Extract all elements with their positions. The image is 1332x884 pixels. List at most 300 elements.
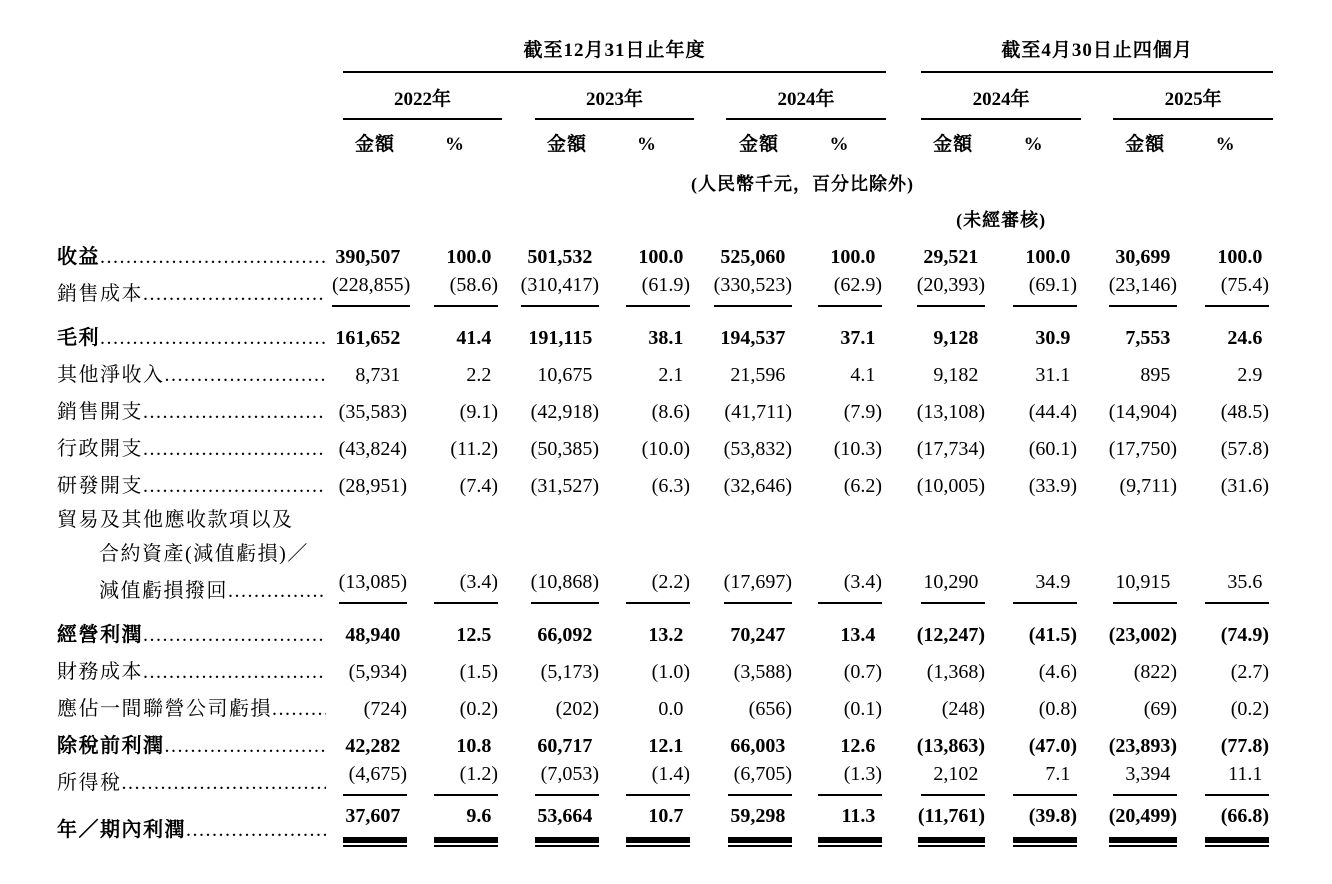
cell-value: (248) <box>941 698 986 720</box>
amount-cell <box>694 462 792 499</box>
period-header-interim: 截至4月30日止四個月 <box>921 38 1273 73</box>
cell-value: 3,394 <box>1113 761 1177 796</box>
cell-value: (42,918) <box>530 401 599 423</box>
amount-cell <box>332 351 407 388</box>
year-header-2024: 2024年 <box>726 73 886 120</box>
percent-cell <box>792 270 886 307</box>
cell-value: (28,951) <box>338 475 407 497</box>
cell-value: (69) <box>1143 698 1178 720</box>
year-header-row <box>57 73 1273 120</box>
cell-value: 100.0 <box>638 246 684 268</box>
row-label: 財務成本 <box>57 661 143 683</box>
amount-cell <box>694 533 792 567</box>
amount-cell <box>502 307 599 351</box>
year-header-2022: 2022年 <box>343 73 502 120</box>
percent-cell <box>599 388 694 425</box>
percent-cell <box>1177 567 1273 604</box>
cell-value: 12.1 <box>648 735 684 757</box>
cell-value: (1,368) <box>926 661 986 683</box>
cell-value: 100.0 <box>446 246 492 268</box>
dot-leader <box>100 244 326 270</box>
row-label: 銷售開支 <box>57 401 143 423</box>
row-label-cell <box>57 604 332 648</box>
cell-value: 70,247 <box>730 624 786 646</box>
percent-cell <box>599 425 694 462</box>
percent-cell <box>985 270 1081 307</box>
amount-cell <box>886 648 985 685</box>
cell-value: 0.0 <box>658 698 684 720</box>
percent-cell <box>407 796 502 843</box>
percent-cell <box>1177 796 1273 843</box>
percent-cell <box>1177 351 1273 388</box>
amount-cell <box>886 533 985 567</box>
cell-value: (41,711) <box>724 401 792 423</box>
amount-cell <box>502 388 599 425</box>
cell-value: 38.1 <box>648 327 684 349</box>
cell-value: (0.2) <box>459 698 498 720</box>
cell-value: 7,553 <box>1125 327 1171 349</box>
cell-value: 8,731 <box>355 364 401 386</box>
cell-value: (1.5) <box>459 661 498 683</box>
cell-value: 41.4 <box>456 327 492 349</box>
row-label: 年／期內利潤 <box>57 819 186 841</box>
percent-cell <box>407 499 502 533</box>
row-label-cell <box>57 722 332 759</box>
cell-value: 60,717 <box>537 735 593 757</box>
cell-value: (17,697) <box>724 569 792 604</box>
percent-cell <box>792 462 886 499</box>
percent-cell <box>1177 307 1273 351</box>
row-label-cell <box>57 499 332 533</box>
cell-value: (202) <box>555 698 599 720</box>
amount-cell <box>502 567 599 604</box>
percent-cell <box>407 759 502 796</box>
percent-cell <box>985 685 1081 722</box>
amount-cell <box>1081 648 1177 685</box>
cell-value: 2.2 <box>466 364 492 386</box>
cell-value: (0.8) <box>1038 698 1078 720</box>
cell-value: (35,583) <box>338 401 407 423</box>
year-header-2023: 2023年 <box>535 73 694 120</box>
amount-cell <box>332 533 407 567</box>
cell-value: (4.6) <box>1038 661 1078 683</box>
amount-cell <box>332 499 407 533</box>
amount-cell <box>694 233 792 270</box>
percent-cell <box>985 604 1081 648</box>
amount-cell <box>886 759 985 796</box>
amount-cell <box>886 307 985 351</box>
amount-cell <box>1081 388 1177 425</box>
cell-value: 10,290 <box>921 569 985 604</box>
amount-column-header: 金額 <box>933 134 974 155</box>
percent-cell <box>407 307 502 351</box>
cell-value: (6,705) <box>728 761 792 796</box>
table-row <box>57 685 1273 722</box>
amount-cell <box>502 722 599 759</box>
amount-cell <box>332 796 407 843</box>
percent-cell <box>792 307 886 351</box>
cell-value: (10,868) <box>531 569 599 604</box>
table-row <box>57 307 1273 351</box>
percent-cell <box>407 533 502 567</box>
percent-cell <box>407 685 502 722</box>
amount-cell <box>502 462 599 499</box>
year-header-interim-2025: 2025年 <box>1113 73 1273 120</box>
row-label: 毛利 <box>57 327 100 349</box>
amount-cell <box>1081 462 1177 499</box>
dot-leader <box>143 659 326 685</box>
table-row <box>57 567 1273 604</box>
amount-cell <box>332 270 411 307</box>
percent-cell <box>985 388 1081 425</box>
percent-cell <box>599 462 694 499</box>
amount-cell <box>886 685 985 722</box>
percent-column-header: % <box>1215 134 1235 155</box>
amount-cell <box>694 270 792 307</box>
percent-column-header: % <box>829 134 849 155</box>
percent-cell <box>1177 533 1273 567</box>
cell-value: (23,893) <box>1108 735 1178 757</box>
percent-cell <box>792 722 886 759</box>
percent-cell <box>599 307 694 351</box>
cell-value: 100.0 <box>1217 246 1263 268</box>
amount-cell <box>1081 270 1177 307</box>
amount-cell <box>694 685 792 722</box>
row-label: 減值虧損撥回 <box>99 580 228 602</box>
dot-leader <box>143 473 326 499</box>
amount-cell <box>886 388 985 425</box>
cell-value: (44.4) <box>1028 401 1078 423</box>
table-row <box>57 388 1273 425</box>
cell-value: 390,507 <box>335 246 401 268</box>
amount-cell <box>1081 425 1177 462</box>
cell-value: (69.1) <box>1013 272 1077 307</box>
row-label-cell <box>57 270 332 307</box>
row-label: 銷售成本 <box>57 283 143 305</box>
cell-value: 100.0 <box>830 246 876 268</box>
percent-column-header: % <box>445 134 464 155</box>
cell-value: (53,832) <box>723 438 792 460</box>
amount-cell <box>886 233 985 270</box>
percent-cell <box>792 604 886 648</box>
cell-value: (62.9) <box>818 272 882 307</box>
percent-cell <box>792 796 886 843</box>
percent-cell <box>1177 685 1273 722</box>
cell-value: 10,915 <box>1113 569 1177 604</box>
table-row <box>57 499 1273 533</box>
amount-cell <box>694 759 792 796</box>
cell-value: 10.8 <box>456 735 492 757</box>
percent-cell <box>599 604 694 648</box>
amount-cell <box>502 685 599 722</box>
amount-cell <box>502 533 599 567</box>
percent-cell <box>407 270 502 307</box>
percent-cell <box>985 533 1081 567</box>
percent-cell <box>599 722 694 759</box>
dot-leader <box>143 622 326 648</box>
percent-cell <box>599 351 694 388</box>
cell-value: (10.3) <box>833 438 883 460</box>
table-row <box>57 425 1273 462</box>
cell-value: (8.6) <box>651 401 690 423</box>
cell-value: (724) <box>363 698 407 720</box>
percent-cell <box>599 270 694 307</box>
dot-leader <box>165 733 327 759</box>
row-label-cell <box>57 685 332 722</box>
row-label-cell <box>57 351 332 388</box>
cell-value: (656) <box>748 698 792 720</box>
row-label: 經營利潤 <box>57 624 143 646</box>
cell-value: 37.1 <box>840 327 876 349</box>
amount-column-header: 金額 <box>546 134 587 155</box>
amount-cell <box>332 648 407 685</box>
cell-value: 31.1 <box>1035 364 1071 386</box>
row-label: 應佔一間聯營公司虧損 <box>57 698 272 720</box>
cell-value: (11,761) <box>918 803 985 843</box>
amount-cell <box>886 567 985 604</box>
amount-cell <box>1081 796 1177 843</box>
amount-cell <box>332 567 407 604</box>
percent-cell <box>1177 233 1273 270</box>
cell-value: 13.2 <box>648 624 684 646</box>
cell-value: (3,588) <box>733 661 792 683</box>
cell-value: 191,115 <box>528 327 593 349</box>
cell-value: (66.8) <box>1205 803 1269 843</box>
row-label-cell <box>57 648 332 685</box>
cell-value: (5,934) <box>348 661 407 683</box>
percent-cell <box>407 388 502 425</box>
cell-value: (7.9) <box>843 401 883 423</box>
cell-value: 9,182 <box>933 364 979 386</box>
year-header-interim-2024: 2024年 <box>921 73 1081 120</box>
cell-value: 525,060 <box>720 246 786 268</box>
dot-leader <box>228 578 326 604</box>
amount-cell <box>886 796 985 843</box>
cell-value: (20,393) <box>917 272 985 307</box>
cell-value: (43,824) <box>338 438 407 460</box>
amount-cell <box>694 499 792 533</box>
amount-cell <box>694 796 792 843</box>
cell-value: 10.7 <box>626 803 690 843</box>
percent-cell <box>1177 425 1273 462</box>
percent-cell <box>407 351 502 388</box>
cell-value: (13,863) <box>916 735 986 757</box>
cell-value: (1.4) <box>626 761 690 796</box>
cell-value: (50,385) <box>530 438 599 460</box>
cell-value: (822) <box>1133 661 1178 683</box>
percent-cell <box>1177 388 1273 425</box>
cell-value: 35.6 <box>1205 569 1269 604</box>
cell-value: (48.5) <box>1220 401 1270 423</box>
percent-cell <box>599 648 694 685</box>
row-label-cell <box>57 388 332 425</box>
percent-cell <box>985 425 1081 462</box>
amount-cell <box>886 462 985 499</box>
cell-value: (31,527) <box>530 475 599 497</box>
cell-value: (1.3) <box>818 761 882 796</box>
percent-cell <box>985 499 1081 533</box>
cell-value: 2,102 <box>921 761 985 796</box>
row-label-cell <box>57 567 332 604</box>
cell-value: 501,532 <box>527 246 593 268</box>
percent-cell <box>985 233 1081 270</box>
amount-cell <box>694 425 792 462</box>
cell-value: 9.6 <box>434 803 498 843</box>
percent-cell <box>792 533 886 567</box>
amount-cell <box>332 685 407 722</box>
cell-value: (2.7) <box>1230 661 1270 683</box>
cell-value: 11.1 <box>1205 761 1269 796</box>
percent-cell <box>985 567 1081 604</box>
unaudited-note-row <box>57 197 1273 233</box>
percent-cell <box>1177 722 1273 759</box>
cell-value: (5,173) <box>540 661 599 683</box>
cell-value: (7,053) <box>535 761 599 796</box>
percent-cell <box>985 796 1081 843</box>
cell-value: (32,646) <box>723 475 792 497</box>
cell-value: (0.1) <box>843 698 883 720</box>
cell-value: (11.2) <box>450 438 498 460</box>
cell-value: 10,675 <box>537 364 593 386</box>
cell-value: (9.1) <box>459 401 498 423</box>
amount-cell <box>694 604 792 648</box>
amount-cell <box>1081 759 1177 796</box>
cell-value: (31.6) <box>1220 475 1270 497</box>
amount-cell <box>1081 499 1177 533</box>
amount-cell <box>886 351 985 388</box>
amount-cell <box>886 604 985 648</box>
percent-cell <box>792 388 886 425</box>
percent-cell <box>792 351 886 388</box>
period-header-row <box>57 38 1273 73</box>
table-row <box>57 722 1273 759</box>
amount-cell <box>502 648 599 685</box>
percent-cell <box>985 462 1081 499</box>
cell-value: (17,734) <box>916 438 986 460</box>
amount-cell <box>694 351 792 388</box>
cell-value: 24.6 <box>1227 327 1263 349</box>
percent-cell <box>792 233 886 270</box>
amount-cell <box>694 567 792 604</box>
row-label-cell <box>57 462 332 499</box>
percent-cell <box>407 648 502 685</box>
amount-cell <box>886 499 985 533</box>
cell-value: (77.8) <box>1220 735 1270 757</box>
cell-value: (61.9) <box>626 272 690 307</box>
cell-value: 895 <box>1140 364 1171 386</box>
cell-value: (17,750) <box>1108 438 1178 460</box>
amount-cell <box>502 759 599 796</box>
amount-cell <box>332 604 407 648</box>
percent-cell <box>599 567 694 604</box>
cell-value: (13,085) <box>339 569 407 604</box>
cell-value: 30,699 <box>1115 246 1171 268</box>
amount-cell <box>332 722 407 759</box>
cell-value: 4.1 <box>850 364 876 386</box>
amount-cell <box>502 796 599 843</box>
amount-cell <box>502 499 599 533</box>
cell-value: (0.2) <box>1230 698 1270 720</box>
cell-value: (14,904) <box>1108 401 1178 423</box>
percent-column-header: % <box>1023 134 1043 155</box>
cell-value: 37,607 <box>343 803 407 843</box>
amount-cell <box>1081 533 1177 567</box>
income-statement-table <box>57 38 1273 843</box>
cell-value: 7.1 <box>1013 761 1077 796</box>
row-label: 收益 <box>57 246 100 268</box>
cell-value: 9,128 <box>933 327 979 349</box>
cell-value: (20,499) <box>1109 803 1177 843</box>
amount-cell <box>1081 351 1177 388</box>
cell-value: (23,146) <box>1109 272 1177 307</box>
cell-value: (41.5) <box>1028 624 1078 646</box>
cell-value: (58.6) <box>434 272 498 307</box>
cell-value: 48,940 <box>345 624 401 646</box>
amount-cell <box>1081 567 1177 604</box>
cell-value: 29,521 <box>923 246 979 268</box>
cell-value: 100.0 <box>1025 246 1071 268</box>
amount-cell <box>694 307 792 351</box>
cell-value: (3.4) <box>434 569 498 604</box>
cell-value: (310,417) <box>521 272 599 307</box>
amount-cell <box>1081 604 1177 648</box>
row-label-cell <box>57 307 332 351</box>
percent-cell <box>792 759 886 796</box>
row-label-cell <box>57 759 332 796</box>
cell-value: 42,282 <box>345 735 401 757</box>
percent-cell <box>599 533 694 567</box>
amount-cell <box>332 462 407 499</box>
percent-cell <box>599 233 694 270</box>
percent-cell <box>599 759 694 796</box>
row-label-cell <box>57 233 332 270</box>
table-row <box>57 270 1273 307</box>
row-label: 行政開支 <box>57 438 143 460</box>
percent-cell <box>599 685 694 722</box>
amount-column-header: 金額 <box>738 134 779 155</box>
table-row <box>57 351 1273 388</box>
amount-cell <box>502 233 599 270</box>
table-row <box>57 604 1273 648</box>
amount-cell <box>886 270 985 307</box>
percent-cell <box>407 722 502 759</box>
cell-value: (7.4) <box>459 475 498 497</box>
percent-cell <box>792 685 886 722</box>
cell-value: (10.0) <box>641 438 690 460</box>
row-label: 除稅前利潤 <box>57 735 165 757</box>
amount-column-header: 金額 <box>1125 134 1166 155</box>
amount-cell <box>332 388 407 425</box>
table-body <box>57 233 1273 843</box>
cell-value: (330,523) <box>714 272 792 307</box>
dot-leader <box>143 436 326 462</box>
row-label: 所得稅 <box>57 772 122 794</box>
amount-cell <box>1081 685 1177 722</box>
percent-cell <box>985 648 1081 685</box>
amount-cell <box>502 351 599 388</box>
percent-cell <box>1177 462 1273 499</box>
cell-value: 66,092 <box>537 624 593 646</box>
cell-value: (13,108) <box>916 401 986 423</box>
cell-value: 2.9 <box>1237 364 1263 386</box>
row-label: 研發開支 <box>57 475 143 497</box>
percent-cell <box>599 499 694 533</box>
cell-value: 11.3 <box>818 803 882 843</box>
percent-cell <box>985 722 1081 759</box>
amount-cell <box>1081 722 1177 759</box>
cell-value: 194,537 <box>720 327 786 349</box>
percent-cell <box>407 567 502 604</box>
